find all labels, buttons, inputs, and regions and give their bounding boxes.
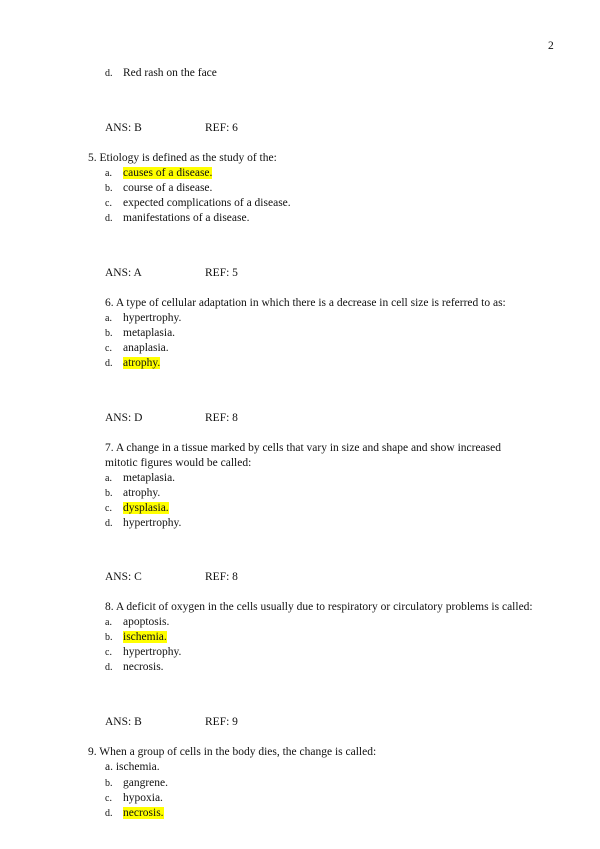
option-b <box>105 630 167 645</box>
option-letter: b. <box>105 328 113 339</box>
option-d <box>105 660 164 675</box>
option-letter: d. <box>105 213 113 224</box>
answer-label: ANS: B <box>105 716 142 728</box>
option-text: apoptosis. <box>123 616 170 628</box>
option-text-highlighted: atrophy. <box>123 357 161 369</box>
option-b <box>105 776 168 791</box>
answer-reference <box>105 715 238 729</box>
reference-label: REF: 6 <box>205 122 238 134</box>
question-stem: 7. A change in a tissue marked by cells that vary in size and shape and show increased <box>105 442 501 454</box>
option-letter: b. <box>105 183 113 194</box>
reference-label: REF: 5 <box>205 267 238 279</box>
answer-label: ANS: B <box>105 122 142 134</box>
answer-reference <box>105 411 238 425</box>
option-letter: b. <box>105 632 113 643</box>
option-b <box>105 181 212 196</box>
option-text-highlighted: causes of a disease. <box>123 167 213 179</box>
option-text: metaplasia. <box>123 327 176 339</box>
question-stem: 6. A type of cellular adaptation in which there is a decrease in cell size is referred to as: <box>105 297 506 309</box>
option-letter: a. <box>105 761 113 773</box>
option-text: gangrene. <box>123 777 169 789</box>
option-text: metaplasia. <box>123 472 176 484</box>
option-text: necrosis. <box>123 661 164 673</box>
option-text: hypertrophy. <box>123 646 182 658</box>
option-c <box>105 501 169 516</box>
answer-label: ANS: C <box>105 571 142 583</box>
option-letter: b. <box>105 778 113 789</box>
option-text: hypertrophy. <box>123 312 182 324</box>
question-stem: 5. Etiology is defined as the study of the: <box>88 152 277 164</box>
option-c <box>105 791 163 806</box>
option-a <box>105 760 160 774</box>
answer-reference <box>105 266 238 280</box>
question-stem-continued: mitotic figures would be called: <box>105 457 252 469</box>
option-b <box>105 326 175 341</box>
option-text-highlighted: ischemia. <box>123 631 167 643</box>
option-letter: c. <box>105 343 112 354</box>
option-d <box>105 66 217 81</box>
option-b <box>105 486 160 501</box>
option-letter: c. <box>105 198 112 209</box>
option-text: ischemia. <box>115 761 160 773</box>
option-text-highlighted: dysplasia. <box>123 502 169 514</box>
option-letter: a. <box>105 313 112 324</box>
option-letter: d. <box>105 808 113 819</box>
question-stem: 9. When a group of cells in the body dies, the change is called: <box>88 746 377 758</box>
option-text: hypertrophy. <box>123 517 182 529</box>
option-text: Red rash on the face <box>123 67 217 79</box>
option-c <box>105 196 291 211</box>
answer-label: ANS: D <box>105 412 143 424</box>
option-letter: c. <box>105 647 112 658</box>
option-letter: d. <box>105 68 113 79</box>
option-letter: d. <box>105 662 113 673</box>
option-text: atrophy. <box>123 487 161 499</box>
option-d <box>105 211 249 226</box>
option-text: anaplasia. <box>123 342 169 354</box>
option-text: expected complications of a disease. <box>123 197 291 209</box>
option-c <box>105 645 181 660</box>
question-stem: 8. A deficit of oxygen in the cells usually due to respiratory or circulatory problems is called: <box>105 601 533 613</box>
option-a <box>105 311 181 326</box>
option-d <box>105 516 181 531</box>
option-a <box>105 166 212 181</box>
option-letter: a. <box>105 473 112 484</box>
option-text: course of a disease. <box>123 182 213 194</box>
option-text: hypoxia. <box>123 792 163 804</box>
option-letter: c. <box>105 793 112 804</box>
reference-label: REF: 8 <box>205 412 238 424</box>
option-d <box>105 806 164 821</box>
option-letter: d. <box>105 518 113 529</box>
option-a <box>105 471 175 486</box>
option-d <box>105 356 160 371</box>
page-number: 2 <box>548 40 554 52</box>
option-c <box>105 341 169 356</box>
option-letter: d. <box>105 358 113 369</box>
reference-label: REF: 9 <box>205 716 238 728</box>
option-letter: c. <box>105 503 112 514</box>
option-letter: a. <box>105 168 112 179</box>
option-a <box>105 615 169 630</box>
answer-reference <box>105 570 238 584</box>
option-text-highlighted: necrosis. <box>123 807 164 819</box>
reference-label: REF: 8 <box>205 571 238 583</box>
answer-reference <box>105 121 238 135</box>
option-letter: a. <box>105 617 112 628</box>
option-text: manifestations of a disease. <box>123 212 250 224</box>
option-letter: b. <box>105 488 113 499</box>
answer-label: ANS: A <box>105 267 142 279</box>
